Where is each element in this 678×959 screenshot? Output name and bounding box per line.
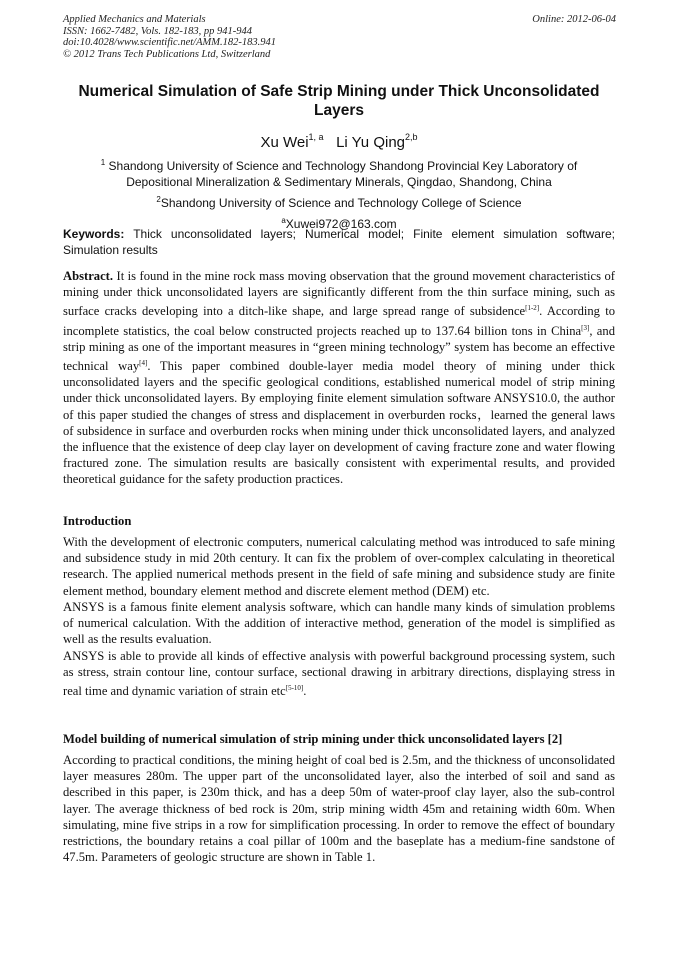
- email-sup: a: [281, 216, 286, 225]
- introduction-paragraph-3-text: ANSYS is able to provide all kinds of effective analysis with powerful background processing system, such as stress, strain contour line, contour surface, sectional drawing in arbitrary directions, displaying stress in real time and dynamic variation of strain etc: [63, 649, 615, 699]
- affiliation-1: [70, 155, 608, 190]
- email-address: Xuwei972@163.com: [285, 217, 397, 231]
- author-1-sup: 1, a: [308, 132, 324, 142]
- doi-line: doi:10.4028/www.scientific.net/AMM.182-183.941: [63, 37, 276, 48]
- author-1: Xu Wei: [260, 134, 309, 151]
- journal-header: [63, 14, 616, 60]
- citation-ref: [5-10]: [285, 684, 304, 693]
- author-line: [0, 128, 678, 152]
- abstract-label: Abstract.: [63, 269, 114, 283]
- introduction-paragraph-3: [63, 648, 615, 700]
- affiliation-2-sup: 2: [156, 195, 161, 204]
- abstract-text-3: , and strip mining as one of the important measures in “green mining technology” system has become an effective technical way: [63, 323, 615, 374]
- affiliation-2: [70, 192, 608, 211]
- affiliation-2-text: Shandong University of Science and Technology College of Science: [160, 196, 522, 210]
- affiliation-1-text: Shandong University of Science and Technology Shandong Provincial Key Laboratory of Depositional Mineralization & Sedimentary Minerals, Qingdao, Shandong, China: [108, 159, 578, 189]
- keywords-text: Thick unconsolidated layers; Numerical model; Finite element simulation software; Simulation results: [63, 227, 615, 257]
- introduction-heading: Introduction: [63, 514, 132, 528]
- introduction-paragraph-1: With the development of electronic computers, numerical calculating method was introduced to safe mining and subsidence study in mid 20th century. It can fix the problem of over-complex calculating in theoretical research. The applied numerical methods present in the field of safe mining and subsidence study are finite element method, boundary element method and discrete element method (DEM) etc.: [63, 535, 615, 598]
- citation-ref: [3]: [581, 323, 590, 332]
- model-section-paragraph-1: According to practical conditions, the mining height of coal bed is 2.5m, and the thickness of unconsolidated layer measures 280m. The upper part of the unconsolidated layer, also the interbed of soil and sand as described in this paper, is 230m thick, and has a deep 50m of water-proof clay layer, also the sub-control layer. The average thickness of bed rock is 20m, strip mining width 45m and retaining width 60m. When simulating, mine five strips in a row for simplification processing. In order to remove the effect of boundary restrictions, the boundary retains a coal pillar of 100m and the baseplate has a medium-fine sandstone of 47.5m. Parameters of geologic structure are shown in Table 1.: [63, 753, 615, 865]
- affiliation-1-sup: 1: [100, 158, 106, 167]
- introduction-paragraph-3-end: .: [303, 684, 307, 699]
- model-section-heading: Model building of numerical simulation of strip mining under thick unconsolidated layers [2]: [63, 732, 563, 746]
- author-2: Li Yu Qing: [336, 134, 406, 151]
- online-date: Online: 2012-06-04: [532, 14, 616, 25]
- keywords: [63, 227, 615, 258]
- issn-line: ISSN: 1662-7482, Vols. 182-183, pp 941-944: [63, 25, 252, 37]
- abstract-paragraph: [63, 268, 615, 488]
- copyright-line: © 2012 Trans Tech Publications Ltd, Switzerland: [63, 48, 271, 60]
- introduction-paragraph-2: ANSYS is a famous finite element analysis software, which can handle many kinds of simulation problems of numerical calculation. With the addition of interactive method, generation of the model is simplified as well as the results evaluation.: [63, 600, 615, 647]
- citation-ref: [1-2]: [525, 304, 540, 313]
- citation-ref: [4]: [139, 359, 148, 368]
- paper-title: Numerical Simulation of Safe Strip Mining under Thick Unconsolidated Layers: [78, 83, 600, 119]
- abstract-text-2: . According to incomplete statistics, the coal below constructed projects reached up to 137.64 billion tons in China: [63, 304, 615, 338]
- keywords-label: Keywords:: [63, 227, 125, 241]
- abstract-text-1: It is found in the mine rock mass moving observation that the ground movement characteristics of mining under thick unconsolidated layers are significantly different from the thin surface mining, such as surface cracks developing into a ditch-like shape, and large spread range of subsidence: [63, 269, 615, 319]
- journal-name: Applied Mechanics and Materials: [63, 14, 206, 25]
- abstract-text-4: . This paper combined double-layer media model theory of mining under thick unconsolidated layers and the specific geological conditions, established numerical model of strip mining under thick unconsolidated layers. By employing finite element simulation software ANSYS10.0, the author of this paper studied the changes of stress and displacement in overburden rocks，learned the general laws of subsidence in surface and overburden rocks when mining under thick unconsolidated layers, and analyzed the influence that the existence of deep clay layer on development of caving fracture zone and water flowing fractured zone. The simulation results are basically consistent with experimental results, and provided theoretical guidance for the safety production practices.: [63, 359, 615, 487]
- author-2-sup: 2,b: [405, 132, 418, 142]
